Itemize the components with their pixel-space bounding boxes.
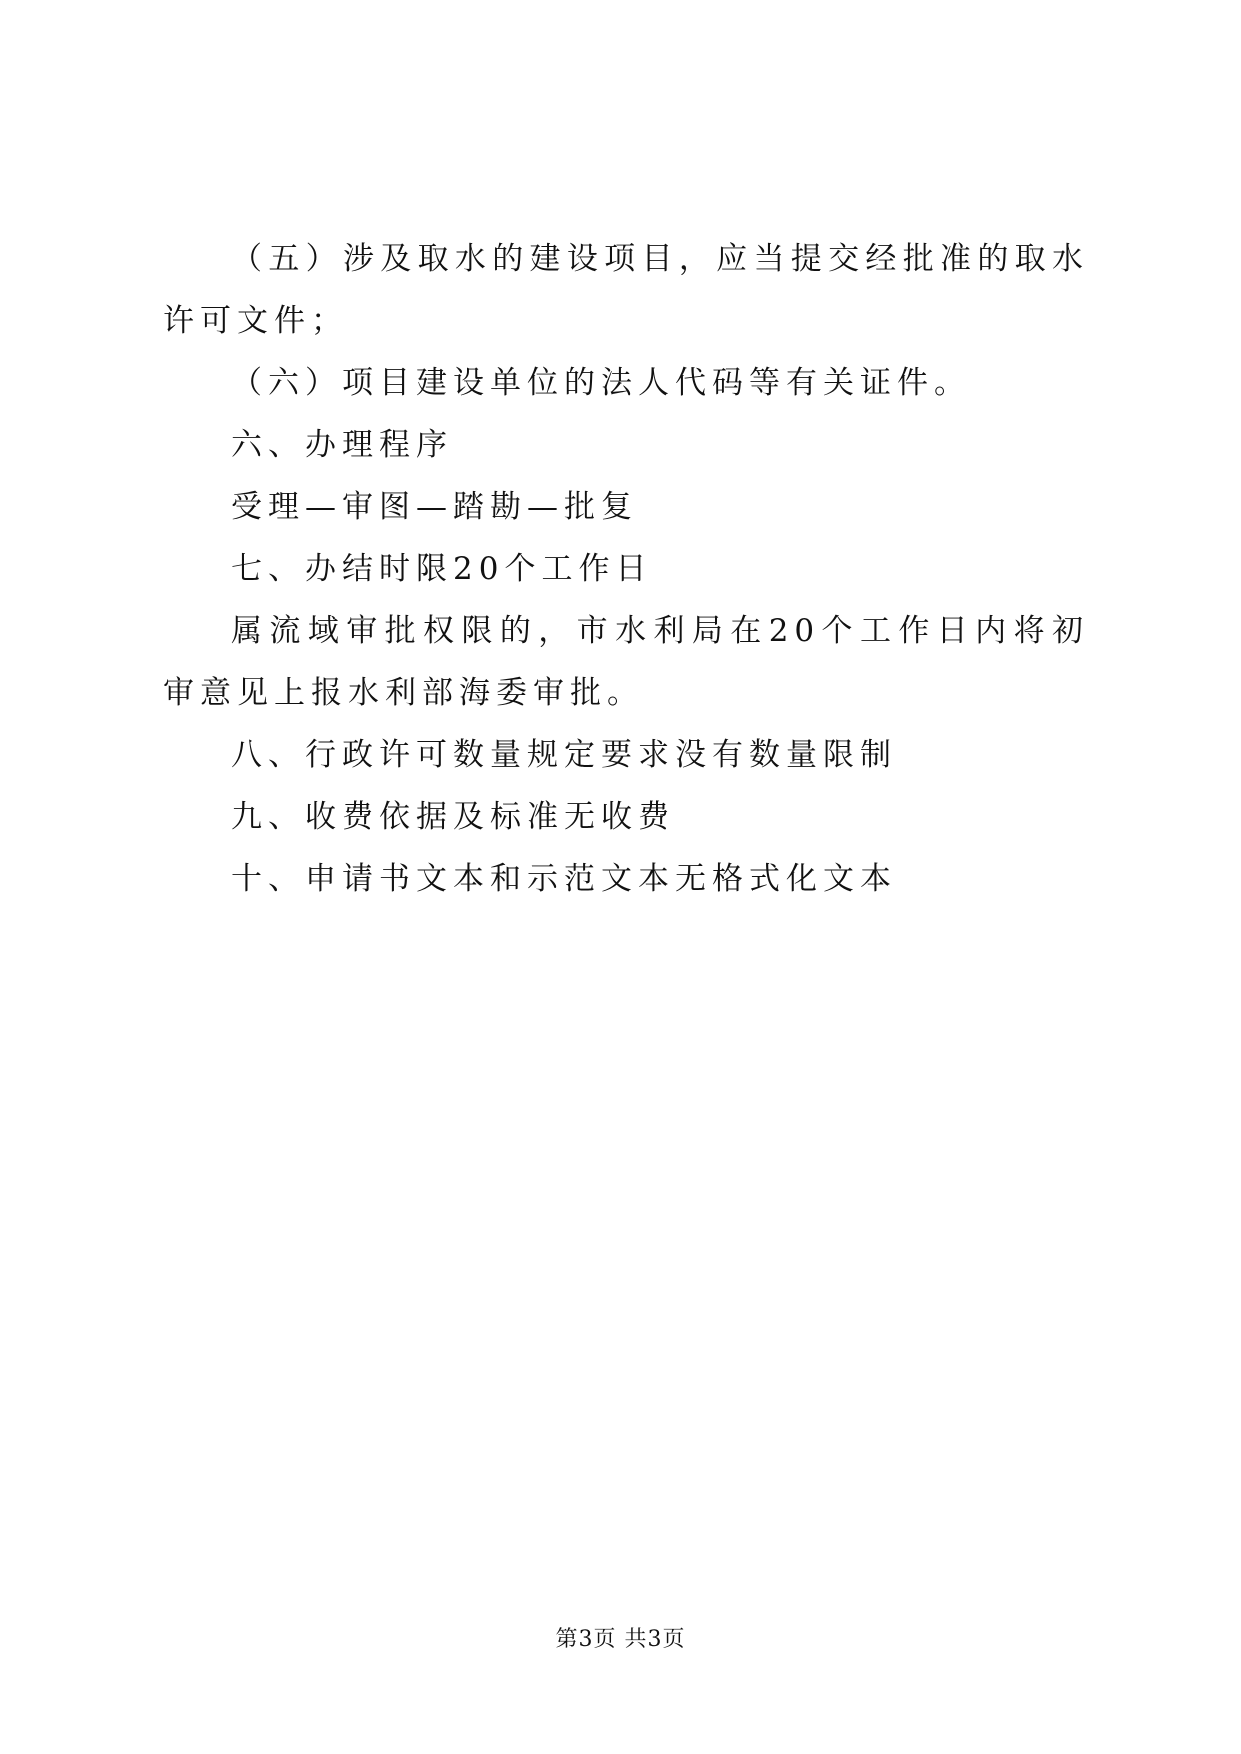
heading-fees: 九、收费依据及标准无收费 [231,799,675,835]
paragraph-basin-approval: 属流域审批权限的，市水利局在20个工作日内将初审意见上报水利部海委审批。 [163,613,1089,711]
heading-procedure: 六、办理程序 [231,427,453,463]
page-number: 第3页 共3页 [555,1627,686,1652]
heading-time-limit: 七、办结时限20个工作日 [231,551,653,587]
paragraph-procedure-steps: 受理—审图—踏勘—批复 [231,489,638,525]
page-footer [0,1622,1241,1653]
document-body [163,228,1089,910]
paragraph-legal-code: （六）项目建设单位的法人代码等有关证件。 [231,365,971,401]
paragraph-water-permit: （五）涉及取水的建设项目，应当提交经批准的取水许可文件； [163,241,1089,339]
heading-quantity-limit: 八、行政许可数量规定要求没有数量限制 [231,737,897,773]
heading-application-text: 十、申请书文本和示范文本无格式化文本 [231,861,897,897]
